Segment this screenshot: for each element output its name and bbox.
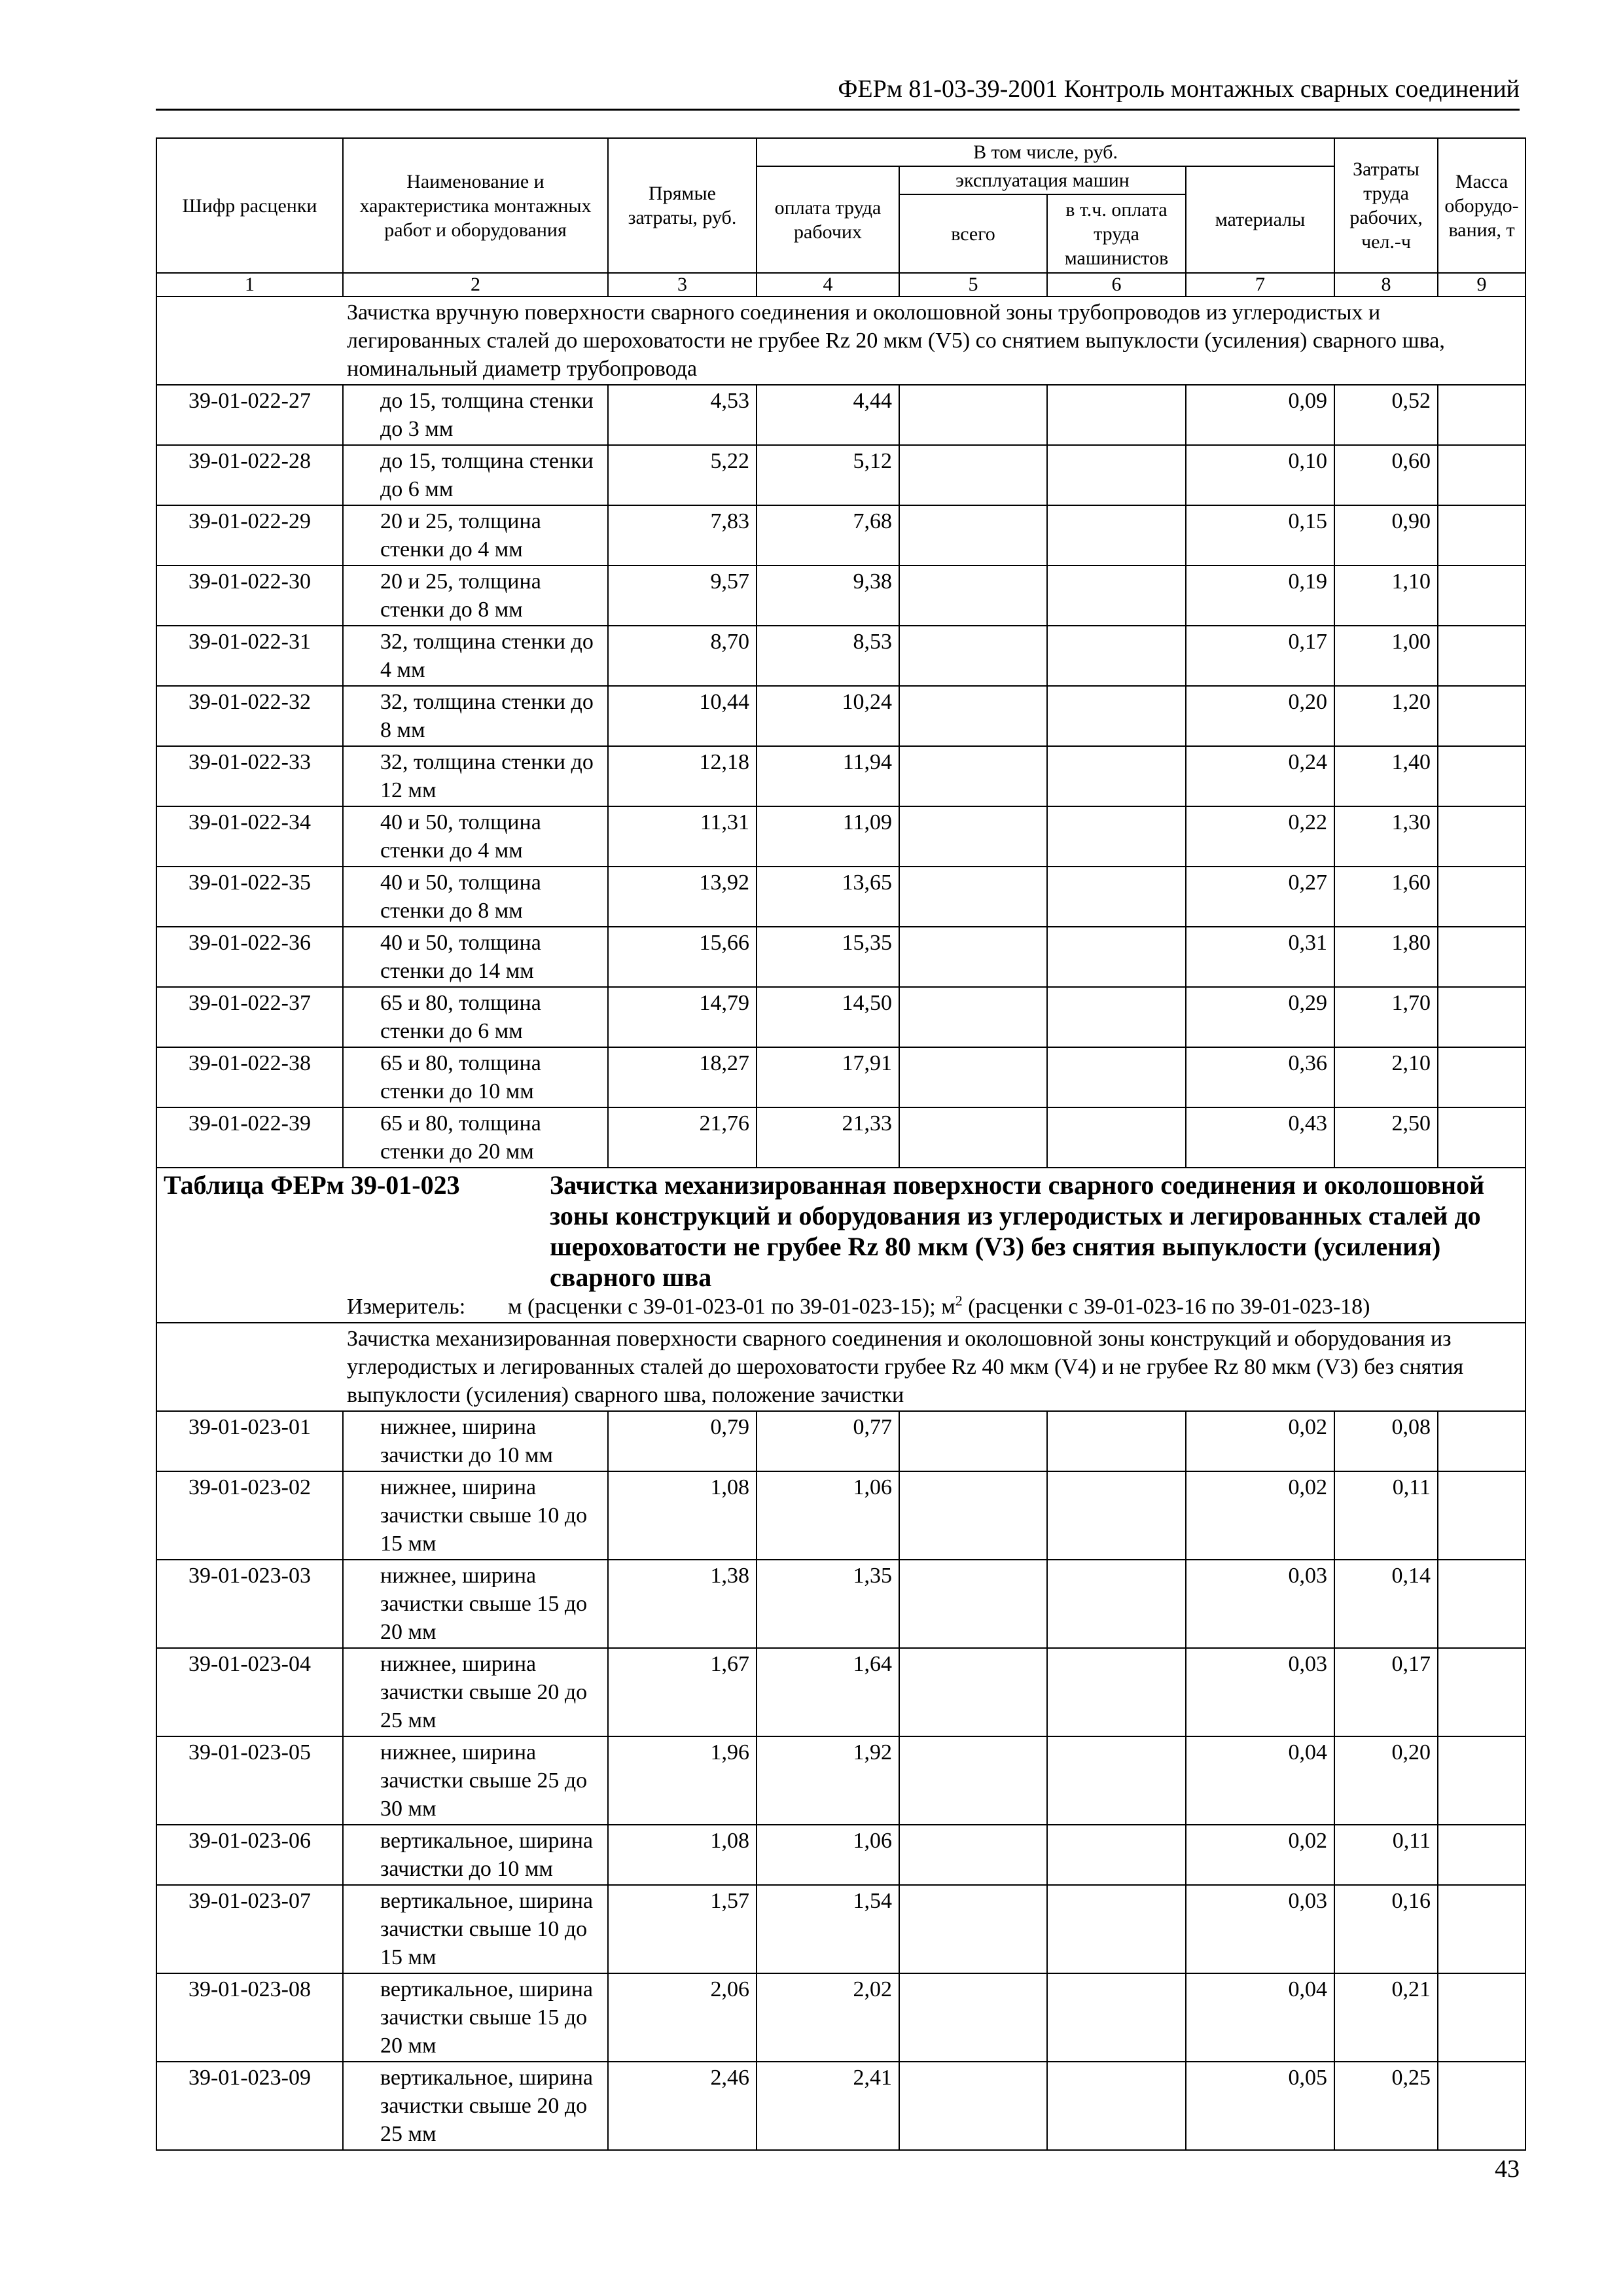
work-name-cell: 40 и 50, толщина стенки до 4 мм [343, 806, 608, 867]
machines-total-cell [899, 505, 1047, 565]
direct-cost-cell: 1,96 [608, 1736, 757, 1825]
wages-cell: 8,53 [757, 626, 899, 686]
direct-cost-cell: 10,44 [608, 686, 757, 746]
equipment-mass-cell [1438, 867, 1525, 927]
labor-hours-cell: 1,60 [1334, 867, 1438, 927]
machines-total-cell [899, 746, 1047, 806]
machines-total-cell [899, 1047, 1047, 1107]
table-row [156, 1825, 1525, 1885]
equipment-mass-cell [1438, 1047, 1525, 1107]
machinists-wages-cell [1047, 867, 1186, 927]
equipment-mass-cell [1438, 1885, 1525, 1973]
equipment-mass-cell [1438, 626, 1525, 686]
labor-hours-cell: 0,14 [1334, 1560, 1438, 1648]
header-including: В том числе, руб. [757, 138, 1334, 166]
labor-hours-cell: 0,25 [1334, 2062, 1438, 2150]
rate-code-cell: 39-01-023-05 [156, 1736, 343, 1825]
direct-cost-cell: 1,67 [608, 1648, 757, 1736]
table-row [156, 1736, 1525, 1825]
machinists-wages-cell [1047, 806, 1186, 867]
page-number: 43 [1495, 2155, 1520, 2183]
work-name-cell: нижнее, ширина зачистки свыше 10 до 15 мм [343, 1471, 608, 1560]
rate-code-cell: 39-01-022-38 [156, 1047, 343, 1107]
labor-hours-cell: 2,50 [1334, 1107, 1438, 1168]
section-2 [156, 1323, 1525, 2150]
rate-code-cell: 39-01-023-07 [156, 1885, 343, 1973]
wages-cell: 10,24 [757, 686, 899, 746]
table-row [156, 1973, 1525, 2062]
labor-hours-cell: 0,60 [1334, 445, 1438, 505]
wages-cell: 1,35 [757, 1560, 899, 1648]
labor-hours-cell: 0,11 [1334, 1825, 1438, 1885]
wages-cell: 15,35 [757, 927, 899, 987]
work-name-cell: вертикальное, ширина зачистки свыше 20 до 25 мм [343, 2062, 608, 2150]
machinists-wages-cell [1047, 1973, 1186, 2062]
header-machines-total: всего [899, 194, 1047, 273]
machines-total-cell [899, 987, 1047, 1047]
labor-hours-cell: 0,21 [1334, 1973, 1438, 2062]
header-machinists: в т.ч. оплата труда машинистов [1047, 194, 1186, 273]
materials-cell: 0,04 [1186, 1973, 1334, 2062]
equipment-mass-cell [1438, 565, 1525, 626]
materials-cell: 0,10 [1186, 445, 1334, 505]
rate-code-cell: 39-01-023-09 [156, 2062, 343, 2150]
wages-cell: 11,94 [757, 746, 899, 806]
wages-cell: 1,54 [757, 1885, 899, 1973]
work-name-cell: 40 и 50, толщина стенки до 14 мм [343, 927, 608, 987]
table-row [156, 1107, 1525, 1168]
materials-cell: 0,29 [1186, 987, 1334, 1047]
column-number: 7 [1186, 273, 1334, 296]
direct-cost-cell: 0,79 [608, 1411, 757, 1471]
equipment-mass-cell [1438, 505, 1525, 565]
direct-cost-cell: 15,66 [608, 927, 757, 987]
meter-label: Измеритель: [347, 1295, 466, 1319]
section-1-heading: Зачистка вручную поверхности сварного соединения и околошовной зоны трубопроводов из углеродистых и легированных сталей до шероховатости не грубее Rz 20 мкм (V5) со снятием выпуклости (усиления) сварного шва, номинальный диаметр трубопровода [156, 296, 1525, 385]
wages-cell: 7,68 [757, 505, 899, 565]
materials-cell: 0,20 [1186, 686, 1334, 746]
materials-cell: 0,17 [1186, 626, 1334, 686]
table-row [156, 686, 1525, 746]
meter-text-1: м (расценки с 39-01-023-01 по 39-01-023-15); м [508, 1295, 955, 1319]
work-name-cell: нижнее, ширина зачистки до 10 мм [343, 1411, 608, 1471]
labor-hours-cell: 1,70 [1334, 987, 1438, 1047]
machines-total-cell [899, 1973, 1047, 2062]
rate-code-cell: 39-01-023-03 [156, 1560, 343, 1648]
equipment-mass-cell [1438, 927, 1525, 987]
machinists-wages-cell [1047, 2062, 1186, 2150]
materials-cell: 0,03 [1186, 1648, 1334, 1736]
column-number: 8 [1334, 273, 1438, 296]
table-row [156, 1560, 1525, 1648]
machines-total-cell [899, 626, 1047, 686]
table-row [156, 806, 1525, 867]
rate-code-cell: 39-01-022-39 [156, 1107, 343, 1168]
work-name-cell: 32, толщина стенки до 12 мм [343, 746, 608, 806]
equipment-mass-cell [1438, 1648, 1525, 1736]
materials-cell: 0,09 [1186, 385, 1334, 445]
direct-cost-cell: 9,57 [608, 565, 757, 626]
labor-hours-cell: 1,40 [1334, 746, 1438, 806]
machinists-wages-cell [1047, 1411, 1186, 1471]
equipment-mass-cell [1438, 2062, 1525, 2150]
meter-line [164, 1293, 1518, 1321]
labor-hours-cell: 1,30 [1334, 806, 1438, 867]
machines-total-cell [899, 565, 1047, 626]
header-direct: Прямые затраты, руб. [608, 138, 757, 273]
equipment-mass-cell [1438, 1560, 1525, 1648]
labor-hours-cell: 1,80 [1334, 927, 1438, 987]
wages-cell: 1,64 [757, 1648, 899, 1736]
direct-cost-cell: 4,53 [608, 385, 757, 445]
direct-cost-cell: 1,08 [608, 1471, 757, 1560]
table-row [156, 2062, 1525, 2150]
direct-cost-cell: 1,38 [608, 1560, 757, 1648]
machinists-wages-cell [1047, 1107, 1186, 1168]
equipment-mass-cell [1438, 806, 1525, 867]
work-name-cell: 65 и 80, толщина стенки до 20 мм [343, 1107, 608, 1168]
column-numbers-row [156, 273, 1525, 296]
table-header [156, 138, 1525, 296]
column-number: 3 [608, 273, 757, 296]
equipment-mass-cell [1438, 746, 1525, 806]
equipment-mass-cell [1438, 1825, 1525, 1885]
machinists-wages-cell [1047, 626, 1186, 686]
work-name-cell: 65 и 80, толщина стенки до 6 мм [343, 987, 608, 1047]
rate-code-cell: 39-01-023-08 [156, 1973, 343, 2062]
work-name-cell: до 15, толщина стенки до 3 мм [343, 385, 608, 445]
machinists-wages-cell [1047, 445, 1186, 505]
machines-total-cell [899, 385, 1047, 445]
materials-cell: 0,27 [1186, 867, 1334, 927]
work-name-cell: нижнее, ширина зачистки свыше 25 до 30 мм [343, 1736, 608, 1825]
direct-cost-cell: 8,70 [608, 626, 757, 686]
direct-cost-cell: 14,79 [608, 987, 757, 1047]
materials-cell: 0,03 [1186, 1885, 1334, 1973]
materials-cell: 0,05 [1186, 2062, 1334, 2150]
rate-code-cell: 39-01-022-33 [156, 746, 343, 806]
machines-total-cell [899, 927, 1047, 987]
work-name-cell: вертикальное, ширина зачистки свыше 15 до 20 мм [343, 1973, 608, 2062]
rate-code-cell: 39-01-022-30 [156, 565, 343, 626]
machines-total-cell [899, 1885, 1047, 1973]
work-name-cell: вертикальное, ширина зачистки до 10 мм [343, 1825, 608, 1885]
wages-cell: 1,92 [757, 1736, 899, 1825]
machinists-wages-cell [1047, 987, 1186, 1047]
table-row [156, 1648, 1525, 1736]
section-2-heading: Зачистка механизированная поверхности сварного соединения и околошовной зоны конструкций и оборудования из углеродистых и легированных сталей до шероховатости грубее Rz 40 мкм (V4) и не грубее Rz 80 мкм (V3) без снятия выпуклости (усиления) сварного шва, положение зачистки [156, 1323, 1525, 1411]
equipment-mass-cell [1438, 1973, 1525, 2062]
labor-hours-cell: 0,20 [1334, 1736, 1438, 1825]
wages-cell: 11,09 [757, 806, 899, 867]
section-heading-row [156, 296, 1525, 385]
materials-cell: 0,36 [1186, 1047, 1334, 1107]
machines-total-cell [899, 445, 1047, 505]
machines-total-cell [899, 1560, 1047, 1648]
equipment-mass-cell [1438, 1107, 1525, 1168]
machines-total-cell [899, 867, 1047, 927]
header-rule [156, 109, 1520, 111]
machinists-wages-cell [1047, 505, 1186, 565]
header-machines: эксплуатация машин [899, 166, 1186, 194]
labor-hours-cell: 0,08 [1334, 1411, 1438, 1471]
column-number: 9 [1438, 273, 1525, 296]
machines-total-cell [899, 1648, 1047, 1736]
wages-cell: 1,06 [757, 1825, 899, 1885]
table-row [156, 565, 1525, 626]
materials-cell: 0,02 [1186, 1825, 1334, 1885]
wages-cell: 2,41 [757, 2062, 899, 2150]
header-wages: оплата труда рабочих [757, 166, 899, 273]
work-name-cell: 20 и 25, толщина стенки до 4 мм [343, 505, 608, 565]
meter-text-2: (расценки с 39-01-023-16 по 39-01-023-18) [962, 1295, 1370, 1319]
table-row [156, 1411, 1525, 1471]
labor-hours-cell: 1,10 [1334, 565, 1438, 626]
column-number: 5 [899, 273, 1047, 296]
labor-hours-cell: 0,17 [1334, 1648, 1438, 1736]
table-row [156, 987, 1525, 1047]
labor-hours-cell: 0,90 [1334, 505, 1438, 565]
rate-code-cell: 39-01-022-35 [156, 867, 343, 927]
direct-cost-cell: 1,08 [608, 1825, 757, 1885]
table-row [156, 385, 1525, 445]
price-table [156, 137, 1526, 2151]
wages-cell: 21,33 [757, 1107, 899, 1168]
machines-total-cell [899, 1411, 1047, 1471]
column-number: 6 [1047, 273, 1186, 296]
wages-cell: 0,77 [757, 1411, 899, 1471]
materials-cell: 0,24 [1186, 746, 1334, 806]
direct-cost-cell: 18,27 [608, 1047, 757, 1107]
machines-total-cell [899, 1825, 1047, 1885]
materials-cell: 0,43 [1186, 1107, 1334, 1168]
header-labor: Затраты труда рабочих, чел.-ч [1334, 138, 1438, 273]
machines-total-cell [899, 806, 1047, 867]
materials-cell: 0,19 [1186, 565, 1334, 626]
work-name-cell: до 15, толщина стенки до 6 мм [343, 445, 608, 505]
machinists-wages-cell [1047, 565, 1186, 626]
table-row [156, 626, 1525, 686]
direct-cost-cell: 12,18 [608, 746, 757, 806]
direct-cost-cell: 13,92 [608, 867, 757, 927]
direct-cost-cell: 7,83 [608, 505, 757, 565]
materials-cell: 0,03 [1186, 1560, 1334, 1648]
equipment-mass-cell [1438, 987, 1525, 1047]
header-name: Наименование и характеристика монтажных работ и оборудования [343, 138, 608, 273]
table-row [156, 1047, 1525, 1107]
table-row [156, 445, 1525, 505]
wages-cell: 17,91 [757, 1047, 899, 1107]
work-name-cell: нижнее, ширина зачистки свыше 20 до 25 мм [343, 1648, 608, 1736]
work-name-cell: 20 и 25, толщина стенки до 8 мм [343, 565, 608, 626]
machinists-wages-cell [1047, 686, 1186, 746]
work-name-cell: вертикальное, ширина зачистки свыше 10 до 15 мм [343, 1885, 608, 1973]
header-code: Шифр расценки [156, 138, 343, 273]
direct-cost-cell: 21,76 [608, 1107, 757, 1168]
column-number: 2 [343, 273, 608, 296]
materials-cell: 0,22 [1186, 806, 1334, 867]
machines-total-cell [899, 2062, 1047, 2150]
table-row [156, 927, 1525, 987]
direct-cost-cell: 5,22 [608, 445, 757, 505]
materials-cell: 0,15 [1186, 505, 1334, 565]
meter-superscript: 2 [955, 1292, 963, 1309]
work-name-cell: 65 и 80, толщина стенки до 10 мм [343, 1047, 608, 1107]
labor-hours-cell: 1,20 [1334, 686, 1438, 746]
table-row [156, 505, 1525, 565]
wages-cell: 1,06 [757, 1471, 899, 1560]
machinists-wages-cell [1047, 1648, 1186, 1736]
labor-hours-cell: 0,11 [1334, 1471, 1438, 1560]
table-row [156, 1885, 1525, 1973]
equipment-mass-cell [1438, 385, 1525, 445]
machinists-wages-cell [1047, 1825, 1186, 1885]
machinists-wages-cell [1047, 746, 1186, 806]
work-name-cell: 32, толщина стенки до 4 мм [343, 626, 608, 686]
rate-code-cell: 39-01-022-37 [156, 987, 343, 1047]
materials-cell: 0,02 [1186, 1471, 1334, 1560]
rate-code-cell: 39-01-023-02 [156, 1471, 343, 1560]
table-row [156, 1471, 1525, 1560]
machinists-wages-cell [1047, 1560, 1186, 1648]
direct-cost-cell: 2,06 [608, 1973, 757, 2062]
table-row [156, 867, 1525, 927]
machinists-wages-cell [1047, 1047, 1186, 1107]
labor-hours-cell: 0,16 [1334, 1885, 1438, 1973]
wages-cell: 4,44 [757, 385, 899, 445]
machinists-wages-cell [1047, 927, 1186, 987]
wages-cell: 2,02 [757, 1973, 899, 2062]
machinists-wages-cell [1047, 1885, 1186, 1973]
materials-cell: 0,31 [1186, 927, 1334, 987]
running-header: ФЕРм 81-03-39-2001 Контроль монтажных сварных соединений [838, 75, 1520, 103]
table-2-label: Таблица ФЕРм 39-01-023 [164, 1170, 460, 1200]
rate-code-cell: 39-01-023-04 [156, 1648, 343, 1736]
rate-code-cell: 39-01-022-27 [156, 385, 343, 445]
rate-code-cell: 39-01-022-34 [156, 806, 343, 867]
wages-cell: 9,38 [757, 565, 899, 626]
table-2-caption [156, 1168, 1525, 1323]
direct-cost-cell: 1,57 [608, 1885, 757, 1973]
table-2-title: Зачистка механизированная поверхности сварного соединения и околошовной зоны конструкций и оборудования из углеродистых и легированных сталей до шероховатости не грубее Rz 80 мкм (V3) без снятия выпуклости (усиления) сварного шва [550, 1170, 1485, 1292]
machines-total-cell [899, 1107, 1047, 1168]
rate-code-cell: 39-01-022-32 [156, 686, 343, 746]
equipment-mass-cell [1438, 1736, 1525, 1825]
machinists-wages-cell [1047, 385, 1186, 445]
rate-code-cell: 39-01-022-28 [156, 445, 343, 505]
column-number: 4 [757, 273, 899, 296]
equipment-mass-cell [1438, 445, 1525, 505]
section-heading-row [156, 1323, 1525, 1411]
direct-cost-cell: 11,31 [608, 806, 757, 867]
wages-cell: 5,12 [757, 445, 899, 505]
labor-hours-cell: 1,00 [1334, 626, 1438, 686]
equipment-mass-cell [1438, 1471, 1525, 1560]
rate-code-cell: 39-01-022-29 [156, 505, 343, 565]
work-name-cell: нижнее, ширина зачистки свыше 15 до 20 мм [343, 1560, 608, 1648]
rate-code-cell: 39-01-023-01 [156, 1411, 343, 1471]
rate-code-cell: 39-01-023-06 [156, 1825, 343, 1885]
work-name-cell: 40 и 50, толщина стенки до 8 мм [343, 867, 608, 927]
labor-hours-cell: 2,10 [1334, 1047, 1438, 1107]
section-1 [156, 296, 1525, 1168]
header-materials: материалы [1186, 166, 1334, 273]
materials-cell: 0,02 [1186, 1411, 1334, 1471]
machinists-wages-cell [1047, 1736, 1186, 1825]
machines-total-cell [899, 686, 1047, 746]
rate-code-cell: 39-01-022-36 [156, 927, 343, 987]
column-number: 1 [156, 273, 343, 296]
wages-cell: 14,50 [757, 987, 899, 1047]
equipment-mass-cell [1438, 1411, 1525, 1471]
machines-total-cell [899, 1471, 1047, 1560]
table-row [156, 746, 1525, 806]
rate-code-cell: 39-01-022-31 [156, 626, 343, 686]
materials-cell: 0,04 [1186, 1736, 1334, 1825]
equipment-mass-cell [1438, 686, 1525, 746]
machinists-wages-cell [1047, 1471, 1186, 1560]
header-mass: Масса оборудо-вания, т [1438, 138, 1525, 273]
labor-hours-cell: 0,52 [1334, 385, 1438, 445]
work-name-cell: 32, толщина стенки до 8 мм [343, 686, 608, 746]
machines-total-cell [899, 1736, 1047, 1825]
direct-cost-cell: 2,46 [608, 2062, 757, 2150]
wages-cell: 13,65 [757, 867, 899, 927]
